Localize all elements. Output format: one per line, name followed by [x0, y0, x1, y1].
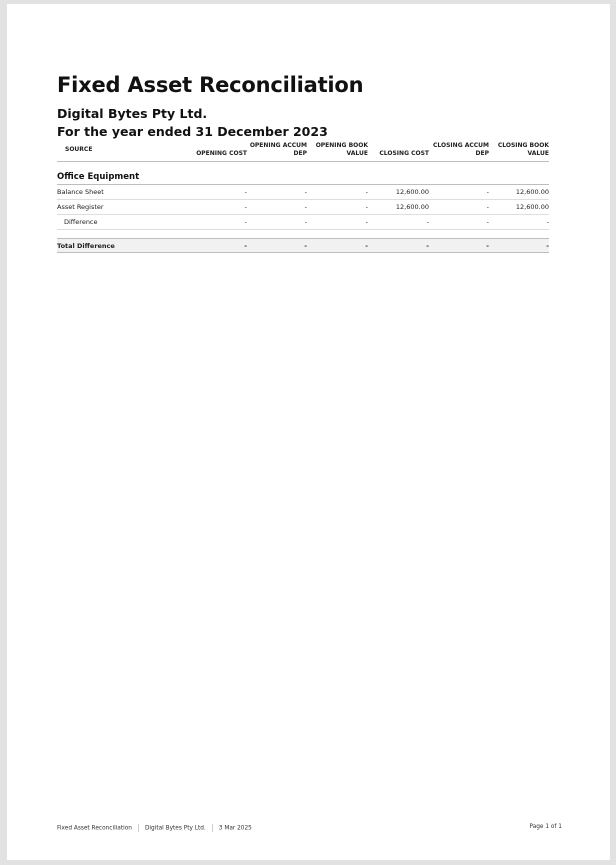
spacer-row: [57, 230, 549, 239]
group-label: Office Equipment: [57, 162, 549, 185]
footer-divider: [212, 824, 213, 832]
cell-value: -: [489, 239, 549, 253]
cell-value: -: [307, 185, 368, 200]
col-header-opening-book-value: OPENING BOOK VALUE: [307, 139, 368, 162]
page-number: Page 1 of 1: [529, 824, 562, 830]
table-header-row: [57, 139, 549, 162]
report-title: Fixed Asset Reconciliation: [57, 73, 364, 97]
cell-value: -: [368, 239, 429, 253]
footer-report-name: Fixed Asset Reconciliation: [57, 825, 132, 832]
cell-value: -: [247, 215, 307, 230]
company-name: Digital Bytes Pty Ltd.: [57, 106, 208, 121]
footer-company: Digital Bytes Pty Ltd.: [144, 825, 206, 832]
report-period: For the year ended 31 December 2023: [57, 124, 328, 139]
col-header-source: SOURCE: [57, 139, 191, 162]
col-header-opening-cost: OPENING COST: [191, 139, 247, 162]
footer-date: 3 Mar 2025: [218, 825, 252, 832]
cell-value: -: [307, 239, 368, 253]
col-header-closing-cost: CLOSING COST: [368, 139, 429, 162]
col-header-closing-book-value: CLOSING BOOK VALUE: [489, 139, 549, 162]
row-source: Asset Register: [57, 200, 191, 215]
cell-value: -: [429, 239, 489, 253]
col-header-closing-accum-dep: CLOSING ACCUM DEP: [429, 139, 489, 162]
cell-value: -: [307, 215, 368, 230]
cell-value: -: [368, 215, 429, 230]
cell-value: -: [191, 185, 247, 200]
col-header-opening-accum-dep: OPENING ACCUM DEP: [247, 139, 307, 162]
cell-value: 12,600.00: [489, 200, 549, 215]
table-row: [57, 215, 549, 230]
cell-value: -: [191, 200, 247, 215]
group-row: [57, 162, 549, 185]
total-row: [57, 239, 549, 253]
cell-value: -: [191, 239, 247, 253]
footer-divider: [138, 824, 139, 832]
cell-value: 12,600.00: [368, 200, 429, 215]
cell-value: -: [429, 200, 489, 215]
row-source: Balance Sheet: [57, 185, 191, 200]
cell-value: -: [429, 215, 489, 230]
cell-value: -: [247, 239, 307, 253]
cell-value: -: [307, 200, 368, 215]
cell-value: -: [429, 185, 489, 200]
cell-value: -: [191, 215, 247, 230]
row-source: Difference: [57, 215, 191, 230]
table-row: [57, 200, 549, 215]
cell-value: -: [247, 200, 307, 215]
total-label: Total Difference: [57, 239, 191, 253]
cell-value: -: [489, 215, 549, 230]
table-row: [57, 185, 549, 200]
page-footer: [57, 824, 252, 832]
cell-value: -: [247, 185, 307, 200]
reconciliation-table: [57, 139, 549, 253]
cell-value: 12,600.00: [368, 185, 429, 200]
cell-value: 12,600.00: [489, 185, 549, 200]
